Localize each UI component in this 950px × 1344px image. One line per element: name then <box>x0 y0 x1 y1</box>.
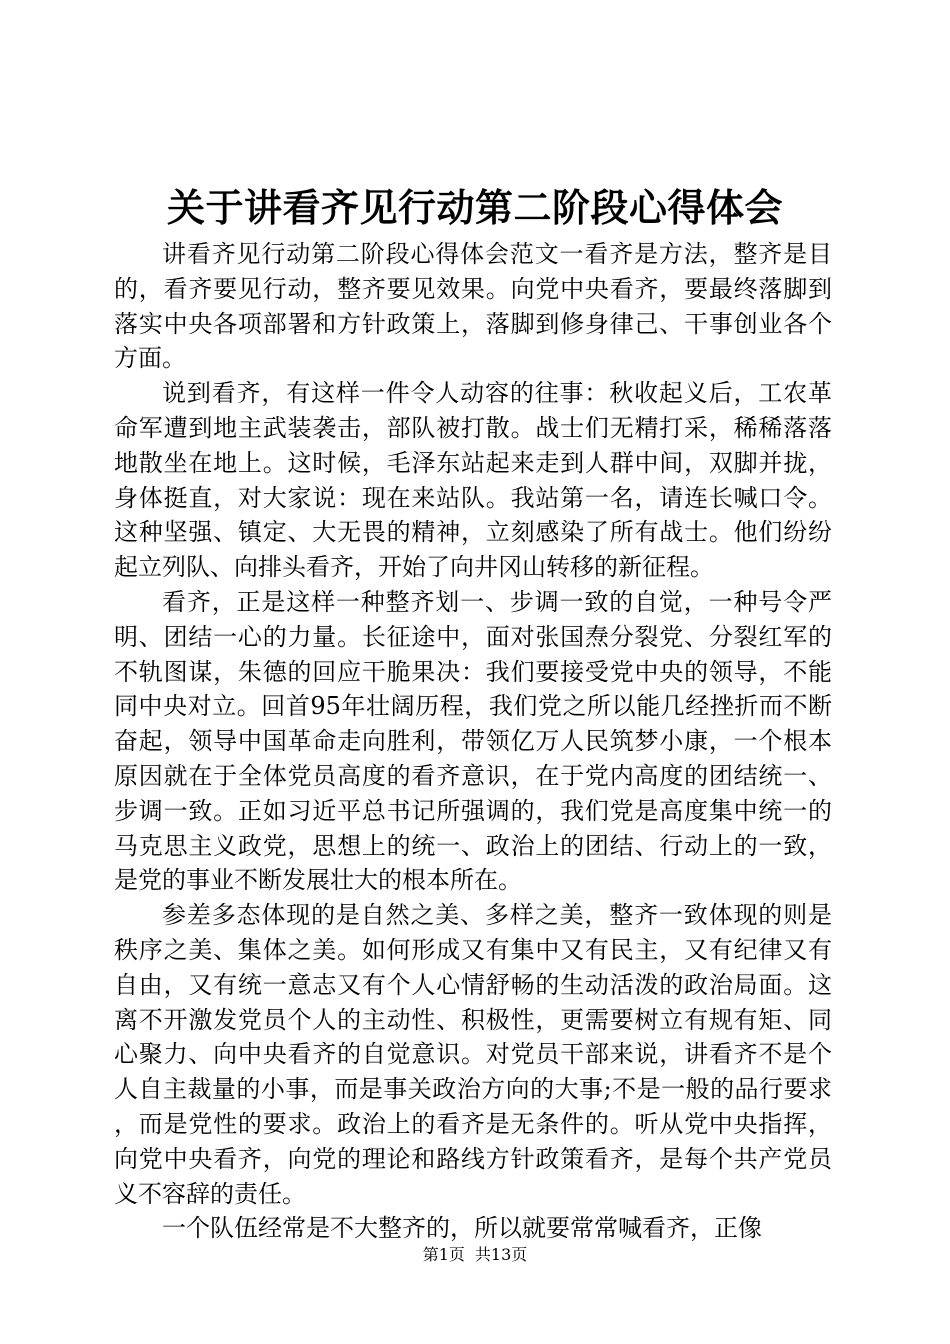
document-title: 关于讲看齐见行动第二阶段心得体会 <box>166 185 783 230</box>
paragraph: 说到看齐，有这样一件令人动容的往事：秋收起义后，工农革命军遭到地主武装袭击，部队被打散。战士们无精打采，稀稀落落地散坐在地上。这时候，毛泽东站起来走到人群中间，双脚并拢，身体挺直，对大家说：现在来站队。我站第一名，请连长喊口令。这种坚强、镇定、大无畏的精神，立刻感染了所有战士。他们纷纷起立列队、向排头看齐，开始了向井冈山转移的新征程。 <box>114 379 832 582</box>
paragraph: 参差多态体现的是自然之美、多样之美，整齐一致体现的则是秩序之美、集体之美。如何形成又有集中又有民主，又有纪律又有自由，又有统一意志又有个人心情舒畅的生动活泼的政治局面。这离不开激发党员个人的主动性、积极性，更需要树立有规有矩、同心聚力、向中央看齐的自觉意识。对党员干部来说，讲看齐不是个人自主裁量的小事，而是事关政治方向的大事;不是一般的品行要求，而是党性的要求。政治上的看齐是无条件的。听从党中央指挥，向党中央看齐，向党的理论和路线方针政策看齐，是每个共产党员义不容辞的责任。 <box>114 901 832 1208</box>
document-body <box>114 237 832 1246</box>
paragraph: 讲看齐见行动第二阶段心得体会范文一看齐是方法，整齐是目的，看齐要见行动，整齐要见效果。向党中央看齐，要最终落脚到落实中央各项部署和方针政策上，落脚到修身律己、干事创业各个方面。 <box>114 240 832 373</box>
paragraph: 一个队伍经常是不大整齐的，所以就要常常喊看齐，正像 <box>162 1214 762 1243</box>
page-footer <box>0 1243 950 1267</box>
page-number-total: 共13页 <box>474 1245 528 1264</box>
paragraph: 看齐，正是这样一种整齐划一、步调一致的自觉，一种号令严明、团结一心的力量。长征途中，面对张国焘分裂党、分裂红军的不轨图谋，朱德的回应干脆果决：我们要接受党中央的领导，不能同中央对立。回首95年壮阔历程，我们党之所以能几经挫折而不断奋起，领导中国革命走向胜利，带领亿万人民筑梦小康，一个根本原因就在于全体党员高度的看齐意识，在于党内高度的团结统一、步调一致。正如习近平总书记所强调的，我们党是高度集中统一的马克思主义政党，思想上的统一、政治上的团结、行动上的一致，是党的事业不断发展壮大的根本所在。 <box>114 587 832 895</box>
page-number-current: 第1页 <box>422 1245 465 1264</box>
